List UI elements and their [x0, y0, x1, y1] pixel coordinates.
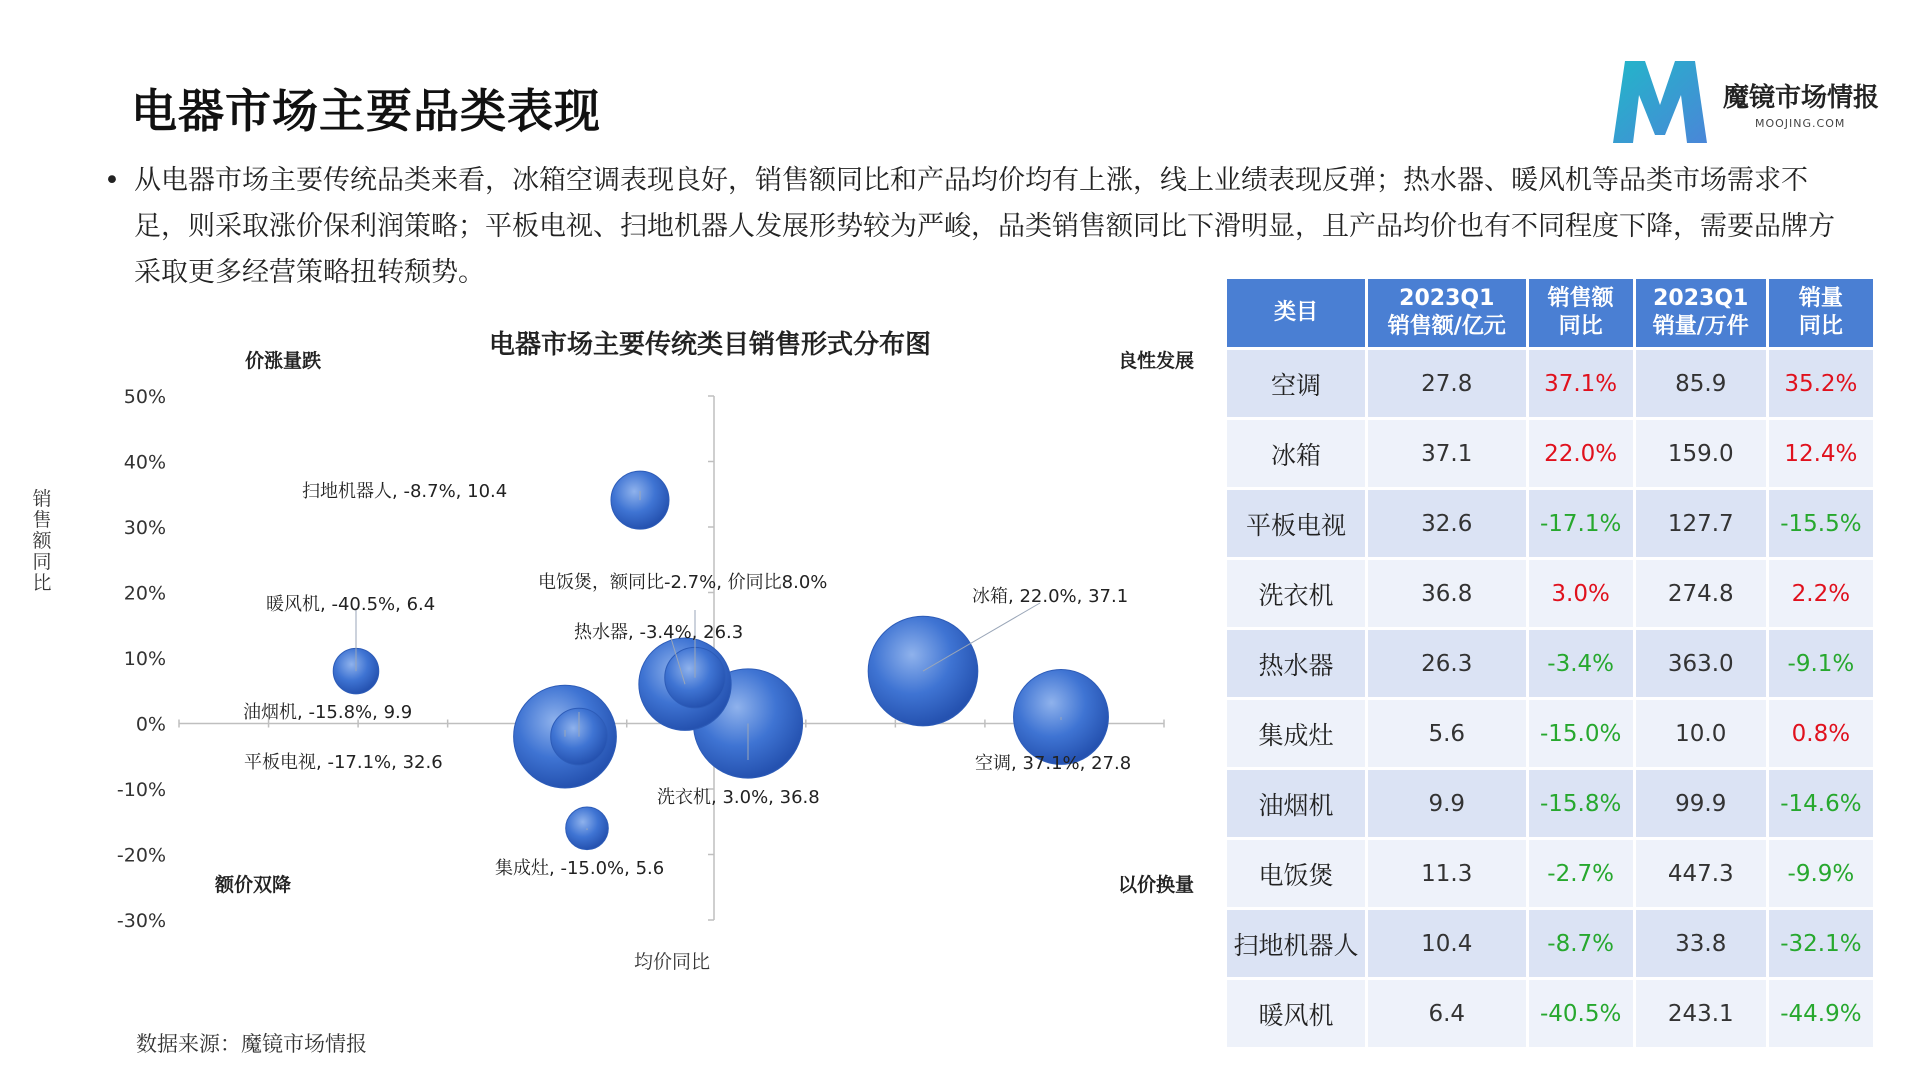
- table-cell: 37.1: [1368, 420, 1526, 487]
- y-axis-label-char: 同: [32, 551, 52, 573]
- table-cell-category: 扫地机器人: [1227, 910, 1365, 977]
- table-row: [1227, 840, 1873, 907]
- table-cell: 3.0%: [1529, 560, 1633, 627]
- table-header-text: 2023Q1: [1653, 286, 1749, 311]
- table-cell-category: 暖风机: [1227, 980, 1365, 1047]
- bubble-label: 电饭煲，额同比-2.7%, 价同比8.0%: [538, 572, 828, 593]
- table-header-cell: [1769, 279, 1873, 347]
- y-axis-label: [32, 488, 52, 594]
- table-row: [1227, 700, 1873, 767]
- table-header-text: 同比: [1798, 314, 1843, 339]
- quadrant-label-bottom-right: 以价换量: [1118, 874, 1195, 896]
- table-cell: 35.2%: [1769, 350, 1873, 417]
- bubble-label: 冰箱, 22.0%, 37.1: [972, 586, 1129, 607]
- y-axis-label-char: 销: [32, 488, 52, 510]
- table-cell: -32.1%: [1769, 910, 1873, 977]
- table-cell: -15.8%: [1529, 770, 1633, 837]
- description-text: 从电器市场主要传统品类来看，冰箱空调表现良好，销售额同比和产品均价均有上涨，线上业绩表现反弹；热水器、暖风机等品类市场需求不足，则采取涨价保利润策略；平板电视、扫地机器人发展形势较为严峻，品类销售额同比下滑明显，且产品均价也有不同程度下降，需要品牌方采取更多经营策略扭转颓势。: [134, 165, 1835, 288]
- table-cell: 99.9: [1636, 770, 1766, 837]
- table-cell: 159.0: [1636, 420, 1766, 487]
- table-cell: -8.7%: [1529, 910, 1633, 977]
- bubble-冰箱: [868, 616, 978, 726]
- quadrant-label-bottom-left: 额价双降: [215, 874, 292, 896]
- table-cell: 243.1: [1636, 980, 1766, 1047]
- table-cell: 6.4: [1368, 980, 1526, 1047]
- table-header-text: 销售额/亿元: [1387, 314, 1506, 339]
- x-axis-label: 均价同比: [633, 951, 711, 973]
- table-cell-category: 油烟机: [1227, 770, 1365, 837]
- bubble-label: 扫地机器人, -8.7%, 10.4: [302, 481, 508, 502]
- bubble-label: 暖风机, -40.5%, 6.4: [266, 594, 436, 615]
- table-cell: 32.6: [1368, 490, 1526, 557]
- table-cell: 9.9: [1368, 770, 1526, 837]
- quadrant-label-top-right: 良性发展: [1118, 350, 1195, 372]
- bubble-label: 油烟机, -15.8%, 9.9: [243, 702, 413, 723]
- table-row: [1227, 910, 1873, 977]
- table-header-text: 类目: [1273, 300, 1318, 325]
- table-cell-category: 集成灶: [1227, 700, 1365, 767]
- bubble-扫地机器人: [611, 471, 669, 529]
- table-cell: -17.1%: [1529, 490, 1633, 557]
- table-header-cell: [1227, 279, 1365, 347]
- table-cell-category: 热水器: [1227, 630, 1365, 697]
- y-tick-label: 40%: [123, 451, 166, 474]
- y-axis-label-char: 额: [32, 530, 52, 552]
- bullet-point: •: [104, 165, 120, 196]
- y-tick-label: -10%: [116, 779, 166, 801]
- table-cell: -15.0%: [1529, 700, 1633, 767]
- logo: [1605, 55, 1905, 155]
- table-cell: 127.7: [1636, 490, 1766, 557]
- table-cell: 22.0%: [1529, 420, 1633, 487]
- y-tick-label: 10%: [123, 648, 166, 670]
- table-cell: 33.8: [1636, 910, 1766, 977]
- table-header-text: 同比: [1558, 314, 1603, 339]
- table-cell: -2.7%: [1529, 840, 1633, 907]
- page-title: 电器市场主要品类表现: [131, 84, 601, 138]
- table-cell: 2.2%: [1769, 560, 1873, 627]
- table-cell: 447.3: [1636, 840, 1766, 907]
- table-cell-category: 电饭煲: [1227, 840, 1365, 907]
- bubble-label: 平板电视, -17.1%, 32.6: [244, 752, 443, 773]
- quadrant-label-top-left: 价涨量跌: [245, 350, 322, 372]
- table-row: [1227, 420, 1873, 487]
- table-header-cell: [1636, 279, 1766, 347]
- table-header-cell: [1368, 279, 1526, 347]
- table-cell: 26.3: [1368, 630, 1526, 697]
- table-cell: 27.8: [1368, 350, 1526, 417]
- table-header-text: 销量/万件: [1652, 314, 1749, 339]
- bubble-label: 空调, 37.1%, 27.8: [975, 753, 1132, 774]
- table-cell: 36.8: [1368, 560, 1526, 627]
- logo-domain: MOOJING.COM: [1755, 117, 1846, 130]
- data-source: 数据来源：魔镜市场情报: [136, 1032, 367, 1056]
- table-cell: -9.1%: [1769, 630, 1873, 697]
- table-cell: -15.5%: [1769, 490, 1873, 557]
- table-cell: -44.9%: [1769, 980, 1873, 1047]
- bubble-label: 热水器, -3.4%, 26.3: [574, 622, 744, 643]
- table-cell: 10.4: [1368, 910, 1526, 977]
- table-cell-category: 洗衣机: [1227, 560, 1365, 627]
- table-header-text: 2023Q1: [1399, 286, 1495, 311]
- table-row: [1227, 980, 1873, 1047]
- y-tick-label: 0%: [135, 713, 166, 736]
- table-cell: 363.0: [1636, 630, 1766, 697]
- table-cell: -3.4%: [1529, 630, 1633, 697]
- bubble-label: 洗衣机, 3.0%, 36.8: [657, 787, 820, 808]
- table-cell: 11.3: [1368, 840, 1526, 907]
- table-cell: 85.9: [1636, 350, 1766, 417]
- table-cell: 5.6: [1368, 700, 1526, 767]
- table-row: [1227, 560, 1873, 627]
- logo-name: 魔镜市场情报: [1723, 83, 1880, 113]
- table-cell: 0.8%: [1769, 700, 1873, 767]
- y-tick-label: -20%: [116, 844, 166, 867]
- table-row: [1227, 630, 1873, 697]
- data-table: [1224, 276, 1876, 1050]
- y-axis-label-char: 比: [32, 572, 52, 594]
- table-header-cell: [1529, 279, 1633, 347]
- y-tick-label: -30%: [116, 910, 166, 932]
- table-cell-category: 空调: [1227, 350, 1365, 417]
- y-tick-label: 20%: [123, 582, 166, 605]
- table-header-text: 销售额: [1547, 286, 1614, 311]
- table-cell: 10.0: [1636, 700, 1766, 767]
- table-cell: -9.9%: [1769, 840, 1873, 907]
- logo-m-icon: [1605, 55, 1715, 147]
- bubble-label: 集成灶, -15.0%, 5.6: [495, 858, 665, 879]
- bubble-chart: [30, 310, 1210, 980]
- chart-title: 电器市场主要传统类目销售形式分布图: [488, 330, 932, 360]
- y-tick-label: 50%: [123, 386, 166, 408]
- table-cell: -40.5%: [1529, 980, 1633, 1047]
- table-cell: -14.6%: [1769, 770, 1873, 837]
- table-cell: 12.4%: [1769, 420, 1873, 487]
- y-axis-label-char: 售: [32, 509, 52, 531]
- y-tick-label: 30%: [123, 517, 166, 539]
- table-cell-category: 平板电视: [1227, 490, 1365, 557]
- table-cell: 37.1%: [1529, 350, 1633, 417]
- table-header-text: 销量: [1798, 286, 1843, 311]
- table-header-row: [1227, 279, 1873, 347]
- table-row: [1227, 490, 1873, 557]
- table-row: [1227, 350, 1873, 417]
- table-cell: 274.8: [1636, 560, 1766, 627]
- table-cell-category: 冰箱: [1227, 420, 1365, 487]
- table-row: [1227, 770, 1873, 837]
- bubble-chart-svg: [30, 310, 1210, 980]
